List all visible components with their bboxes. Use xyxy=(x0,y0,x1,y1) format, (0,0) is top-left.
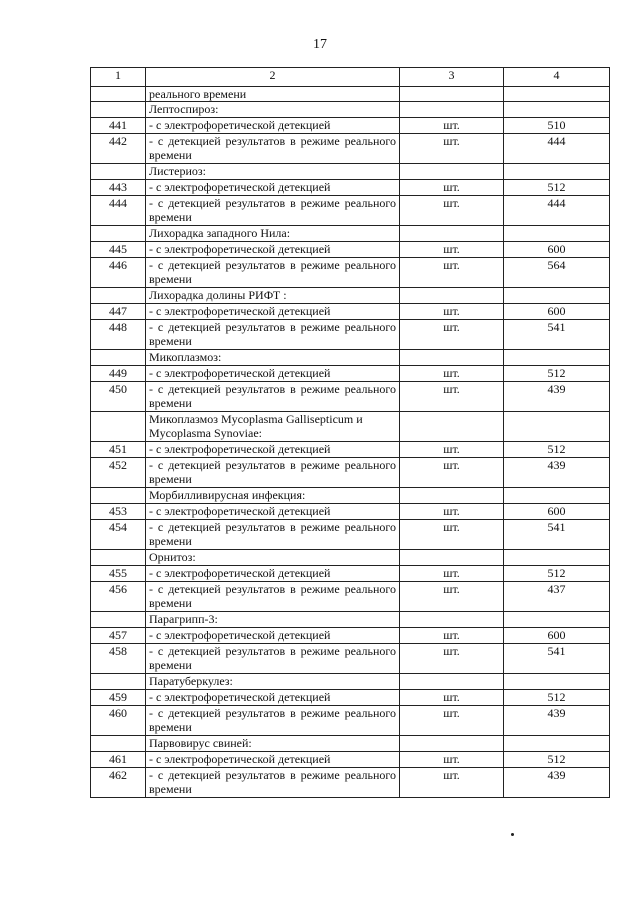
row-number: 443 xyxy=(91,180,146,196)
row-name: - с электрофоретической детекцией xyxy=(146,690,400,706)
row-number: 460 xyxy=(91,706,146,736)
row-number: 441 xyxy=(91,118,146,134)
table-row xyxy=(91,196,610,226)
price-table xyxy=(90,67,610,798)
section-row xyxy=(91,674,610,690)
section-row xyxy=(91,288,610,304)
row-unit: шт. xyxy=(400,320,504,350)
section-row xyxy=(91,550,610,566)
row-name: Морбилливирусная инфекция: xyxy=(146,488,400,504)
row-value: 510 xyxy=(504,118,610,134)
row-value: 541 xyxy=(504,520,610,550)
row-number xyxy=(91,674,146,690)
row-number: 452 xyxy=(91,458,146,488)
row-unit: шт. xyxy=(400,644,504,674)
row-name: Лихорадка западного Нила: xyxy=(146,226,400,242)
row-number xyxy=(91,350,146,366)
row-name: - с детекцией результатов в режиме реального времени xyxy=(146,258,400,288)
row-name: Паратуберкулез: xyxy=(146,674,400,690)
row-name: - с детекцией результатов в режиме реального времени xyxy=(146,582,400,612)
row-number: 442 xyxy=(91,134,146,164)
row-number xyxy=(91,612,146,628)
section-row xyxy=(91,736,610,752)
row-value: 512 xyxy=(504,566,610,582)
row-value: 600 xyxy=(504,304,610,320)
row-unit xyxy=(400,164,504,180)
row-unit xyxy=(400,350,504,366)
row-name: - с электрофоретической детекцией xyxy=(146,442,400,458)
row-name: - с электрофоретической детекцией xyxy=(146,118,400,134)
row-value: 600 xyxy=(504,242,610,258)
row-value: 564 xyxy=(504,258,610,288)
row-number xyxy=(91,736,146,752)
row-number: 457 xyxy=(91,628,146,644)
row-name: - с электрофоретической детекцией xyxy=(146,242,400,258)
row-value: 512 xyxy=(504,180,610,196)
row-value: 541 xyxy=(504,644,610,674)
row-number: 451 xyxy=(91,442,146,458)
row-name: - с детекцией результатов в режиме реального времени xyxy=(146,706,400,736)
row-value xyxy=(504,226,610,242)
table-row xyxy=(91,382,610,412)
row-value: 600 xyxy=(504,504,610,520)
row-value xyxy=(504,550,610,566)
row-unit: шт. xyxy=(400,134,504,164)
row-value: 512 xyxy=(504,752,610,768)
row-number: 448 xyxy=(91,320,146,350)
row-name: - с электрофоретической детекцией xyxy=(146,752,400,768)
row-value: 512 xyxy=(504,442,610,458)
row-number: 456 xyxy=(91,582,146,612)
page-number: 17 xyxy=(313,37,327,52)
row-unit xyxy=(400,736,504,752)
section-row xyxy=(91,226,610,242)
row-name: - с электрофоретической детекцией xyxy=(146,628,400,644)
row-number: 449 xyxy=(91,366,146,382)
row-number xyxy=(91,226,146,242)
table-row xyxy=(91,706,610,736)
row-value xyxy=(504,164,610,180)
row-unit xyxy=(400,226,504,242)
table-row xyxy=(91,258,610,288)
row-unit: шт. xyxy=(400,242,504,258)
row-unit: шт. xyxy=(400,196,504,226)
table-row xyxy=(91,320,610,350)
row-name: - с детекцией результатов в режиме реального времени xyxy=(146,382,400,412)
row-number: 446 xyxy=(91,258,146,288)
row-unit xyxy=(400,288,504,304)
row-value xyxy=(504,87,610,102)
table-row xyxy=(91,520,610,550)
row-name: - с детекцией результатов в режиме реального времени xyxy=(146,458,400,488)
row-name: - с детекцией результатов в режиме реального времени xyxy=(146,196,400,226)
row-name: - с электрофоретической детекцией xyxy=(146,366,400,382)
row-number: 447 xyxy=(91,304,146,320)
row-number: 453 xyxy=(91,504,146,520)
row-value xyxy=(504,736,610,752)
header-col-4: 4 xyxy=(504,68,610,87)
row-number xyxy=(91,288,146,304)
table-row xyxy=(91,582,610,612)
row-value xyxy=(504,102,610,118)
section-row xyxy=(91,350,610,366)
table-row xyxy=(91,566,610,582)
row-number: 450 xyxy=(91,382,146,412)
row-name: Парвовирус свиней: xyxy=(146,736,400,752)
row-number: 459 xyxy=(91,690,146,706)
table-row xyxy=(91,768,610,798)
row-value: 600 xyxy=(504,628,610,644)
row-name: - с электрофоретической детекцией xyxy=(146,180,400,196)
row-number: 461 xyxy=(91,752,146,768)
row-unit xyxy=(400,412,504,442)
row-unit: шт. xyxy=(400,458,504,488)
table-row xyxy=(91,242,610,258)
row-number: 462 xyxy=(91,768,146,798)
row-unit: шт. xyxy=(400,628,504,644)
row-unit: шт. xyxy=(400,366,504,382)
row-name: - с детекцией результатов в режиме реального времени xyxy=(146,644,400,674)
row-number xyxy=(91,87,146,102)
table-row xyxy=(91,504,610,520)
table-row xyxy=(91,644,610,674)
header-col-1: 1 xyxy=(91,68,146,87)
row-value: 444 xyxy=(504,134,610,164)
table-row xyxy=(91,118,610,134)
row-value xyxy=(504,674,610,690)
row-name: Лептоспироз: xyxy=(146,102,400,118)
table-row xyxy=(91,690,610,706)
section-row xyxy=(91,164,610,180)
row-unit xyxy=(400,674,504,690)
table-body xyxy=(91,87,610,798)
row-name: Микоплазмоз Mycoplasma Gallisepticum и Mycoplasma Synoviae: xyxy=(146,412,400,442)
row-value xyxy=(504,412,610,442)
row-value: 439 xyxy=(504,382,610,412)
row-value: 512 xyxy=(504,366,610,382)
row-name: - с электрофоретической детекцией xyxy=(146,566,400,582)
row-unit: шт. xyxy=(400,442,504,458)
row-number xyxy=(91,412,146,442)
table-row xyxy=(91,458,610,488)
section-row xyxy=(91,612,610,628)
row-name: Орнитоз: xyxy=(146,550,400,566)
row-name: Микоплазмоз: xyxy=(146,350,400,366)
row-unit: шт. xyxy=(400,118,504,134)
row-name: - с детекцией результатов в режиме реального времени xyxy=(146,320,400,350)
section-row xyxy=(91,488,610,504)
section-row xyxy=(91,102,610,118)
row-number xyxy=(91,488,146,504)
table-row xyxy=(91,304,610,320)
row-unit: шт. xyxy=(400,382,504,412)
row-value: 439 xyxy=(504,768,610,798)
row-name: - с детекцией результатов в режиме реального времени xyxy=(146,768,400,798)
row-value xyxy=(504,488,610,504)
row-value: 541 xyxy=(504,320,610,350)
row-name: - с электрофоретической детекцией xyxy=(146,504,400,520)
row-name: - с электрофоретической детекцией xyxy=(146,304,400,320)
continuation-row xyxy=(91,87,610,102)
row-unit xyxy=(400,488,504,504)
row-unit xyxy=(400,612,504,628)
table-row xyxy=(91,442,610,458)
row-unit: шт. xyxy=(400,258,504,288)
row-number: 455 xyxy=(91,566,146,582)
row-unit: шт. xyxy=(400,520,504,550)
row-unit: шт. xyxy=(400,690,504,706)
row-unit xyxy=(400,550,504,566)
row-name: реального времени xyxy=(146,87,400,102)
row-value: 512 xyxy=(504,690,610,706)
row-name: Лихорадка долины РИФТ : xyxy=(146,288,400,304)
row-unit: шт. xyxy=(400,706,504,736)
row-number xyxy=(91,550,146,566)
row-name: - с детекцией результатов в режиме реального времени xyxy=(146,134,400,164)
row-unit: шт. xyxy=(400,504,504,520)
row-unit: шт. xyxy=(400,752,504,768)
section-row xyxy=(91,412,610,442)
row-value xyxy=(504,350,610,366)
row-value: 437 xyxy=(504,582,610,612)
row-value xyxy=(504,288,610,304)
header-col-2: 2 xyxy=(146,68,400,87)
row-unit: шт. xyxy=(400,582,504,612)
row-number: 454 xyxy=(91,520,146,550)
row-value: 444 xyxy=(504,196,610,226)
row-number xyxy=(91,164,146,180)
row-value: 439 xyxy=(504,706,610,736)
row-name: Листериоз: xyxy=(146,164,400,180)
row-unit: шт. xyxy=(400,304,504,320)
stray-dot xyxy=(511,833,514,836)
row-number xyxy=(91,102,146,118)
table-row xyxy=(91,628,610,644)
row-number: 444 xyxy=(91,196,146,226)
row-unit xyxy=(400,87,504,102)
table-row xyxy=(91,134,610,164)
row-number: 445 xyxy=(91,242,146,258)
row-unit: шт. xyxy=(400,768,504,798)
header-col-3: 3 xyxy=(400,68,504,87)
table-header-row xyxy=(91,68,610,87)
row-name: Парагрипп-3: xyxy=(146,612,400,628)
row-name: - с детекцией результатов в режиме реального времени xyxy=(146,520,400,550)
row-unit xyxy=(400,102,504,118)
row-value: 439 xyxy=(504,458,610,488)
row-unit: шт. xyxy=(400,180,504,196)
table-row xyxy=(91,752,610,768)
row-value xyxy=(504,612,610,628)
row-unit: шт. xyxy=(400,566,504,582)
table-row xyxy=(91,366,610,382)
row-number: 458 xyxy=(91,644,146,674)
table-row xyxy=(91,180,610,196)
